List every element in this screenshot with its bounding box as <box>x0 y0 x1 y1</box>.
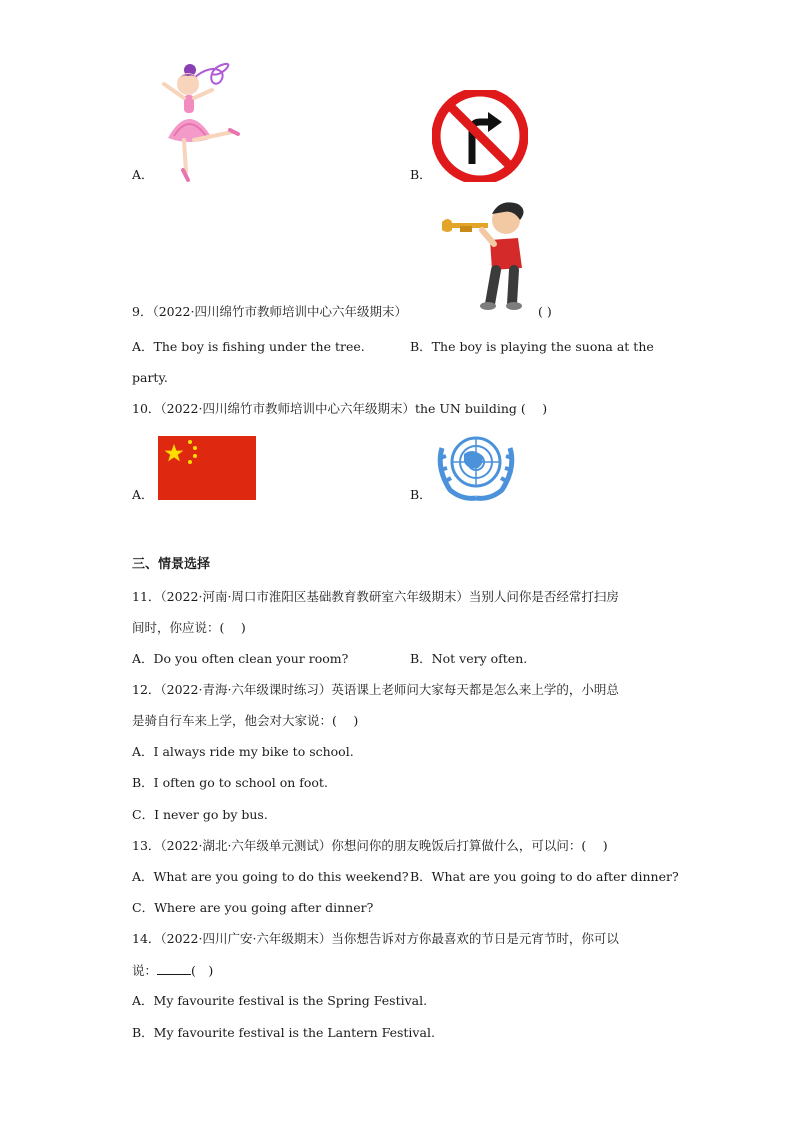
china-flag-icon <box>158 436 256 500</box>
q14-option-b: B．My favourite festival is the Lantern Festival. <box>132 1025 435 1040</box>
no-right-turn-sign-icon <box>432 90 528 182</box>
q8-option-b-label: B． <box>410 167 432 182</box>
q14-option-a: A．My favourite festival is the Spring Festival. <box>132 993 428 1008</box>
q11-line2: 间时，你应说：( ) <box>132 620 246 635</box>
q12-option-c: C．I never go by bus. <box>132 807 268 822</box>
un-emblem-icon <box>432 428 520 502</box>
q13-option-b: B．What are you going to do after dinner? <box>410 869 679 884</box>
ballerina-with-ribbon-icon <box>150 60 250 185</box>
q9-option-b: B．The boy is playing the suona at the <box>410 339 654 354</box>
q14-line1: 14．（2022·四川广安·六年级期末）当你想告诉对方你最喜欢的节日是元宵节时，你可以 <box>132 931 619 946</box>
q9-answer-paren: ( ) <box>538 304 552 319</box>
q14-line2 <box>132 962 213 979</box>
q12-line1: 12．（2022·青海·六年级课时练习）英语课上老师问大家每天都是怎么来上学的，小明总 <box>132 682 619 697</box>
q10-option-a-label: A． <box>132 487 154 502</box>
q10-option-b-label: B． <box>410 487 432 502</box>
q14-line2-prefix: 说： <box>132 963 158 978</box>
q12-line2: 是骑自行车来上学，他会对大家说：( ) <box>132 713 359 728</box>
q12-option-a: A．I always ride my bike to school. <box>132 744 354 759</box>
q14-answer-blank <box>157 962 191 975</box>
q9-prompt: 9．（2022·四川绵竹市教师培训中心六年级期末） <box>132 304 407 319</box>
section-title: 三、情景选择 <box>132 557 211 572</box>
q11-option-b: B．Not very often. <box>410 651 528 666</box>
q9-option-a: A．The boy is fishing under the tree. <box>132 339 365 354</box>
q11-option-a: A．Do you often clean your room? <box>132 651 349 666</box>
q13-option-c: C．Where are you going after dinner? <box>132 900 374 915</box>
q12-option-b: B．I often go to school on foot. <box>132 775 328 790</box>
q14-line2-suffix: ( ) <box>191 963 214 978</box>
boy-playing-trumpet-icon <box>438 196 534 314</box>
q13-option-a: A．What are you going to do this weekend? <box>132 869 409 884</box>
q11-line1: 11．（2022·河南·周口市淮阳区基础教育教研室六年级期末）当别人问你是否经常打扫房 <box>132 589 619 604</box>
q8-option-a-label: A． <box>132 167 154 182</box>
q13-line1: 13．（2022·湖北·六年级单元测试）你想问你的朋友晚饭后打算做什么，可以问：( ) <box>132 838 608 853</box>
q9-option-b-continued: party. <box>132 370 168 385</box>
q10-prompt: 10．（2022·四川绵竹市教师培训中心六年级期末）the UN building ( ) <box>132 401 548 416</box>
